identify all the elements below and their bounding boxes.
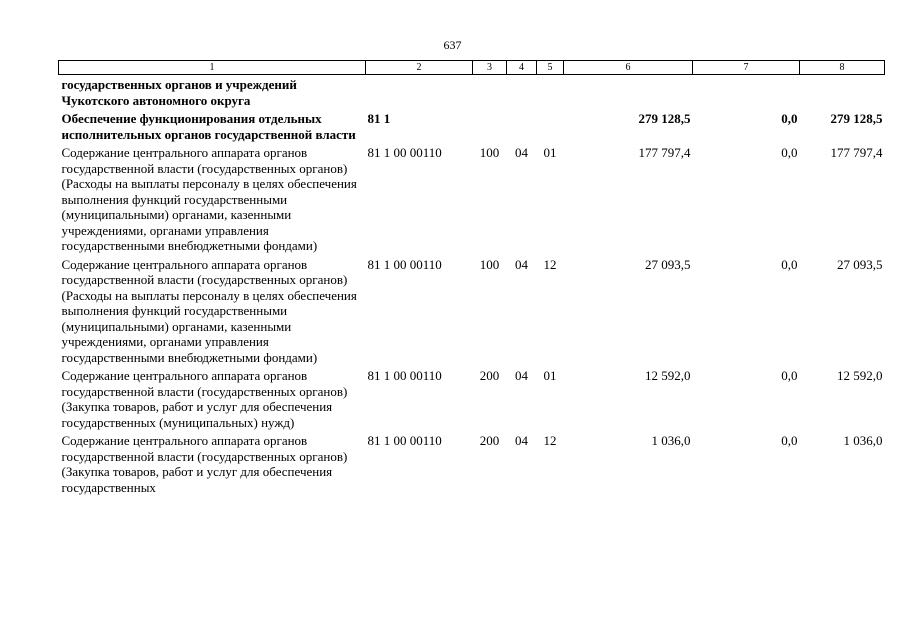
- header-row: [59, 61, 885, 75]
- row-vr: 100: [479, 145, 500, 160]
- row-value-7: 0,0: [781, 433, 798, 448]
- row-vr: [473, 109, 507, 143]
- row-pr: [537, 109, 564, 143]
- row-rz: 04: [515, 368, 528, 383]
- row-value-7: 0,0: [781, 256, 798, 272]
- row-value-8: 279 128,5: [830, 111, 883, 126]
- row-value-6: 177 797,4: [638, 145, 691, 160]
- row-value-8: 177 797,4: [830, 145, 883, 160]
- row-value-6: 1 036,0: [651, 433, 691, 448]
- row-value-7: [693, 75, 800, 110]
- row-pr: 01: [543, 145, 557, 160]
- table-row: [59, 75, 885, 110]
- header-col-8: 8: [800, 61, 885, 75]
- row-rz: 04: [515, 256, 528, 272]
- row-pr: 12: [543, 433, 557, 448]
- row-vr: 100: [479, 256, 500, 272]
- row-rz: 04: [515, 433, 528, 448]
- header-col-3: 3: [473, 61, 507, 75]
- row-name: Содержание центрального аппарата органов государственной власти (государственных органов) (Расходы на выплаты персоналу в целях обеспечения выполнения функций государственными (муниципальными) органами, казенными учреждениями, органами управления государственными внебюджетными фондами): [61, 145, 357, 253]
- row-name: Содержание центрального аппарата органов государственной власти (государственных органов) (Закупка товаров, работ и услуг для обеспечения государственных (муниципальных) нужд): [61, 368, 348, 430]
- header-col-7: 7: [693, 61, 800, 75]
- row-pr: 12: [543, 256, 557, 272]
- row-vr: 200: [479, 368, 500, 383]
- row-value-8: 12 592,0: [837, 368, 883, 383]
- row-value-6: 27 093,5: [645, 256, 691, 272]
- row-rz: [507, 75, 537, 110]
- row-vr: 200: [479, 433, 500, 448]
- header-col-6: 6: [564, 61, 693, 75]
- row-csr: 81 1: [367, 111, 391, 126]
- table-body: [59, 75, 885, 497]
- row-name: государственных органов и учреждений Чукотского автономного округа: [61, 77, 297, 108]
- row-rz: [507, 109, 537, 143]
- row-rz: 04: [515, 145, 528, 160]
- row-value-8: [800, 75, 885, 110]
- row-value-6: [564, 75, 693, 110]
- table-row: [59, 431, 885, 496]
- row-value-6: 12 592,0: [645, 368, 691, 383]
- table-header: [59, 61, 885, 75]
- row-pr: [537, 75, 564, 110]
- table-row: [59, 366, 885, 431]
- row-vr: [473, 75, 507, 110]
- row-value-8: 1 036,0: [843, 433, 883, 448]
- row-name: Обеспечение функционирования отдельных исполнительных органов государственной власти: [61, 111, 356, 142]
- row-csr: 81 1 00 00110: [367, 368, 442, 383]
- header-col-2: 2: [366, 61, 473, 75]
- header-col-5: 5: [537, 61, 564, 75]
- row-value-7: 0,0: [781, 145, 798, 160]
- row-name: Содержание центрального аппарата органов государственной власти (государственных органов) (Расходы на выплаты персоналу в целях обеспечения выполнения функций государственными (муниципальными) органами, казенными учреждениями, органами управления государственными внебюджетными фондами): [61, 256, 357, 365]
- table-row: [59, 143, 885, 255]
- row-value-7: 0,0: [781, 111, 798, 126]
- header-col-1: 1: [59, 61, 366, 75]
- table-row: [59, 255, 885, 367]
- row-csr: 81 1 00 00110: [367, 256, 442, 272]
- row-name: Содержание центрального аппарата органов государственной власти (государственных органов) (Закупка товаров, работ и услуг для обеспечения государственных: [61, 433, 348, 495]
- page-number: 637: [443, 38, 462, 52]
- row-csr: [366, 75, 473, 110]
- header-col-4: 4: [507, 61, 537, 75]
- row-csr: 81 1 00 00110: [367, 145, 442, 160]
- budget-table: [58, 60, 885, 496]
- row-pr: 01: [543, 368, 557, 383]
- row-value-8: 27 093,5: [837, 256, 883, 272]
- row-value-6: 279 128,5: [638, 111, 691, 126]
- row-csr: 81 1 00 00110: [367, 433, 442, 448]
- row-value-7: 0,0: [781, 368, 798, 383]
- table-row: [59, 109, 885, 143]
